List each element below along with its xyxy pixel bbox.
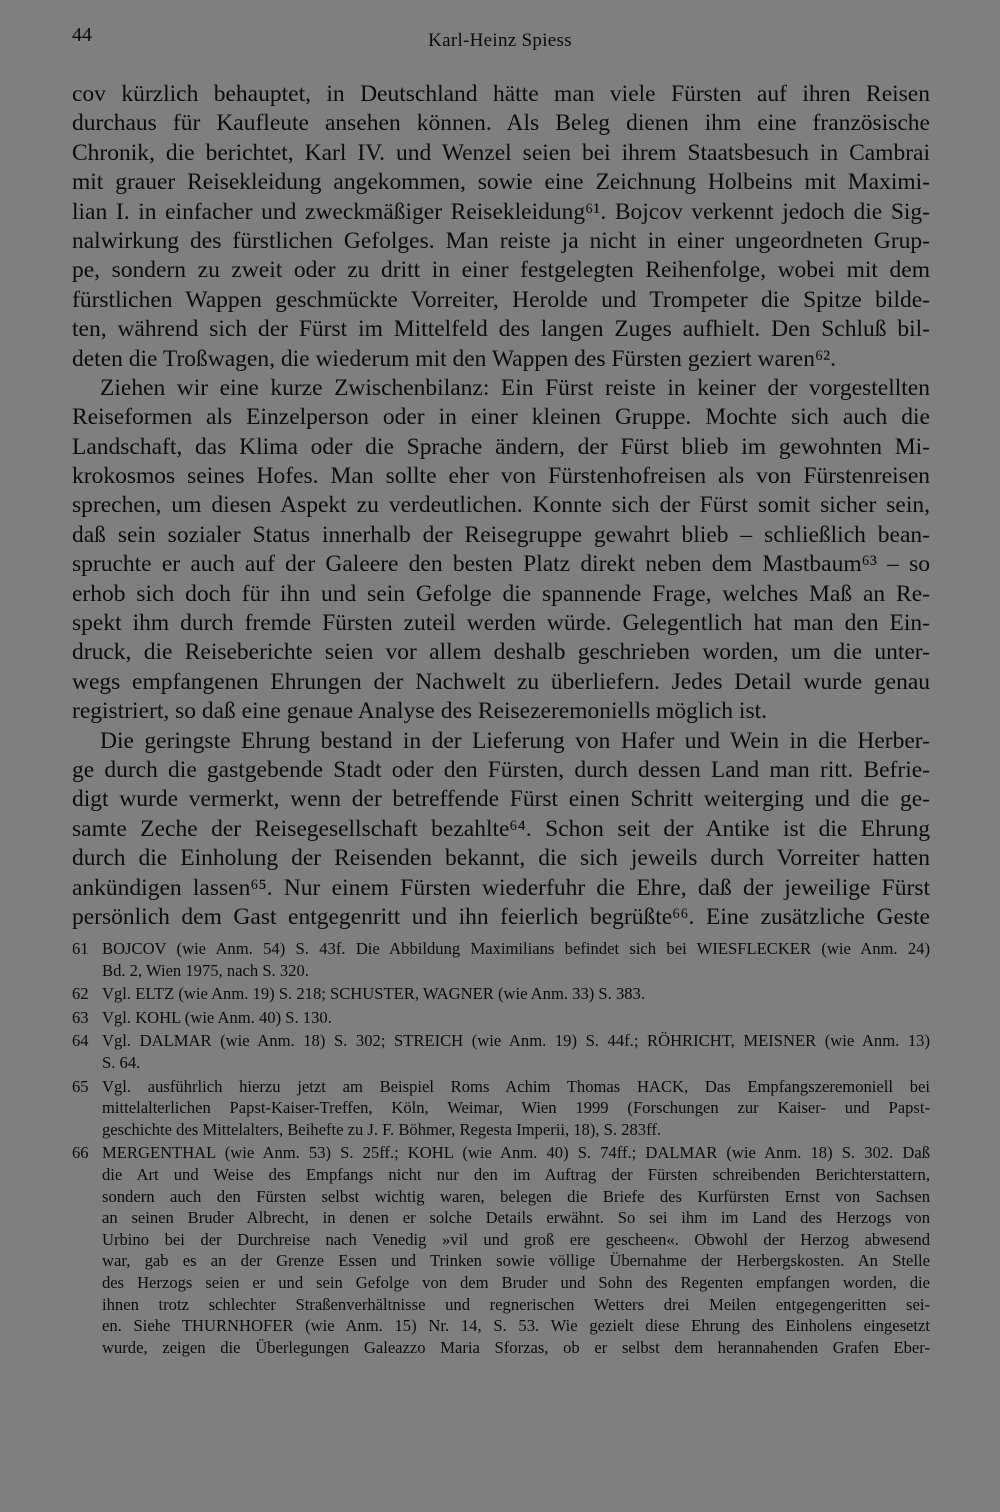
footnote-line: en. Siehe THURNHOFER (wie Anm. 15) Nr. 14, S. 53. Wie gezielt diese Ehrung des Einholens eingesetzt (102, 1316, 930, 1336)
body-line: durchaus für Kaufleute ansehen können. Als Beleg dienen ihm eine französische (72, 110, 930, 137)
footnote-65 (72, 1076, 930, 1141)
footnote-61 (72, 938, 930, 981)
footnotes (72, 938, 930, 1360)
body-line: Die geringste Ehrung bestand in der Lieferung von Hafer und Wein in die Herber- (100, 727, 930, 754)
body-line: Reiseformen als Einzelperson oder in einer kleinen Gruppe. Mochte sich auch die (72, 404, 930, 431)
body-line: spekt ihm durch fremde Fürsten zuteil werden würde. Gelegentlich hat man den Ein- (72, 610, 930, 637)
footnote-line: geschichte des Mittelalters, Beihefte zu J. F. Böhmer, Regesta Imperii, 18), S. 283ff. (102, 1119, 661, 1139)
body-line: krokosmos seines Hofes. Man sollte eher von Fürstenhofreisen als von Fürstenreisen (72, 463, 930, 490)
body-line: cov kürzlich behauptet, in Deutschland hätte man viele Fürsten auf ihren Reisen (72, 81, 930, 107)
footnote-line: des Herzogs seien er und sein Gefolge von dem Bruder und Sohn des Regenten empfangen worden, die (102, 1272, 930, 1292)
footnote-line: Bd. 2, Wien 1975, nach S. 320. (102, 960, 309, 980)
footnote-line: mittelalterlichen Papst-Kaiser-Treffen, Köln, Weimar, Wien 1999 (Forschungen zur Kaiser- und Papst- (102, 1098, 930, 1118)
body-line: Ziehen wir eine kurze Zwischenbilanz: Ein Fürst reiste in keiner der vorgestellten (100, 374, 930, 401)
body-line: persönlich dem Gast entgegenritt und ihn feierlich begrüßte⁶⁶. Eine zusätzliche Geste (72, 903, 930, 930)
body-text (72, 80, 930, 932)
footnote-line: Vgl. DALMAR (wie Anm. 18) S. 302; STREICH (wie Anm. 19) S. 44f.; RÖHRICHT, MEISNER (wie Anm. 13) (102, 1031, 930, 1051)
footnote-line: BOJCOV (wie Anm. 54) S. 43f. Die Abbildung Maximilians befindet sich bei WIESFLECKER (wie Anm. 24) (102, 939, 930, 958)
footnote-line: an seinen Bruder Albrecht, in denen er solche Details erwähnt. So sei ihm im Land des Herzogs von (102, 1208, 930, 1228)
footnote-64 (72, 1030, 930, 1073)
footnote-line: die Art und Weise des Empfangs nicht nur den im Auftrag der Fürsten schreibenden Berichterstattern, (102, 1164, 930, 1184)
footnote-line: S. 64. (102, 1052, 141, 1072)
body-line: lian I. in einfacher und zweckmäßiger Reisekleidung⁶¹. Bojcov verkennt jedoch die Sig- (72, 198, 930, 225)
body-line: druck, die Reiseberichte seien vor allem deshalb geschrieben worden, um die unter- (72, 639, 930, 666)
body-line: digt wurde vermerkt, wenn der betreffende Fürst einen Schritt weiterging und die ge- (72, 786, 930, 813)
body-line: erhob sich doch für ihn und sein Gefolge die spannende Frage, welches Maß an Re- (72, 580, 930, 607)
footnote-number: 61 (72, 939, 89, 958)
body-line: ge durch die gastgebende Stadt oder den Fürsten, durch dessen Land man ritt. Befrie- (72, 756, 930, 783)
footnote-line: Vgl. ausführlich hierzu jetzt am Beispiel Roms Achim Thomas HACK, Das Empfangszeremoniell bei (102, 1076, 930, 1096)
footnote-line: Urbino bei der Durchreise nach Venedig »vil und groß ere gescheen«. Obwohl der Herzog abwesend (102, 1229, 930, 1249)
body-line: wegs empfangenen Ehrungen der Nachwelt zu überliefern. Jedes Detail wurde genau (72, 668, 930, 695)
footnote-number: 62 (72, 984, 89, 1004)
body-line: fürstlichen Wappen geschmückte Vorreiter, Herolde und Trompeter die Spitze bilde- (72, 286, 930, 313)
footnote-line: Vgl. KOHL (wie Anm. 40) S. 130. (102, 1007, 332, 1027)
body-line: durch die Einholung der Reisenden bekannt, die sich jeweils durch Vorreiter hatten (72, 845, 930, 872)
footnote-line: wurde, zeigen die Überlegungen Galeazzo Maria Sforzas, ob er selbst dem herannahenden Grafen Eber- (102, 1337, 930, 1357)
body-line: Landschaft, das Klima oder die Sprache ändern, der Fürst blieb im gewohnten Mi- (72, 433, 930, 460)
body-line: ten, während sich der Fürst im Mittelfeld des langen Zuges aufhielt. Den Schluß bil- (72, 316, 930, 343)
footnote-line: Vgl. ELTZ (wie Anm. 19) S. 218; SCHUSTER, WAGNER (wie Anm. 33) S. 383. (102, 984, 645, 1004)
footnote-62 (72, 983, 930, 1005)
body-line: nalwirkung des fürstlichen Gefolges. Man reiste ja nicht in einer ungeordneten Grup- (72, 227, 930, 254)
body-line: sprechen, um diesen Aspekt zu verdeutlichen. Konnte sich der Fürst somit sicher sein, (72, 492, 930, 519)
running-head: Karl-Heinz Spiess (428, 30, 572, 51)
footnote-number: 64 (72, 1031, 89, 1051)
footnote-line: war, gab es an der Grenze Essen und Trinken sowie völlige Übernahme der Herbergskosten. An Stelle (102, 1251, 930, 1271)
body-line: spruchte er auch auf der Galeere den besten Platz direkt neben dem Mastbaum⁶³ – so (72, 551, 930, 578)
body-line: samte Zeche der Reisegesellschaft bezahlte⁶⁴. Schon seit der Antike ist die Ehrung (72, 815, 930, 842)
body-line: registriert, so daß eine genaue Analyse des Reisezeremoniells möglich ist. (72, 698, 768, 725)
footnote-number: 65 (72, 1076, 89, 1096)
footnote-line: sondern auch den Fürsten selbst wichtig waren, belegen die Briefe des Kurfürsten Ernst von Sachsen (102, 1186, 930, 1206)
body-line: pe, sondern zu zweit oder zu dritt in einer festgelegten Reihenfolge, wobei mit dem (72, 257, 930, 284)
page-header (72, 24, 928, 54)
footnote-line: ihnen trotz schlechter Straßenverhältnisse und regnerischen Wetters drei Meilen entgegengeritten sei- (102, 1294, 930, 1314)
body-line: daß sein sozialer Status innerhalb der Reisegruppe gewahrt blieb – schließlich bean- (72, 521, 930, 548)
body-line: Chronik, die berichtet, Karl IV. und Wenzel seien bei ihrem Staatsbesuch in Cambrai (72, 139, 930, 166)
footnote-66 (72, 1142, 930, 1358)
body-line: mit grauer Reisekleidung angekommen, sowie eine Zeichnung Holbeins mit Maximi- (72, 169, 930, 196)
body-line: deten die Troßwagen, die wiederum mit den Wappen des Fürsten geziert waren⁶². (72, 345, 837, 372)
footnote-number: 63 (72, 1007, 89, 1027)
page-number: 44 (72, 24, 92, 46)
body-line: ankündigen lassen⁶⁵. Nur einem Fürsten wiederfuhr die Ehre, daß der jeweilige Fürst (72, 874, 930, 901)
footnote-number: 66 (72, 1143, 89, 1163)
footnote-63 (72, 1007, 930, 1029)
footnote-line: MERGENTHAL (wie Anm. 53) S. 25ff.; KOHL (wie Anm. 40) S. 74ff.; DALMAR (wie Anm. 18) S. 302. Daß (102, 1143, 930, 1163)
